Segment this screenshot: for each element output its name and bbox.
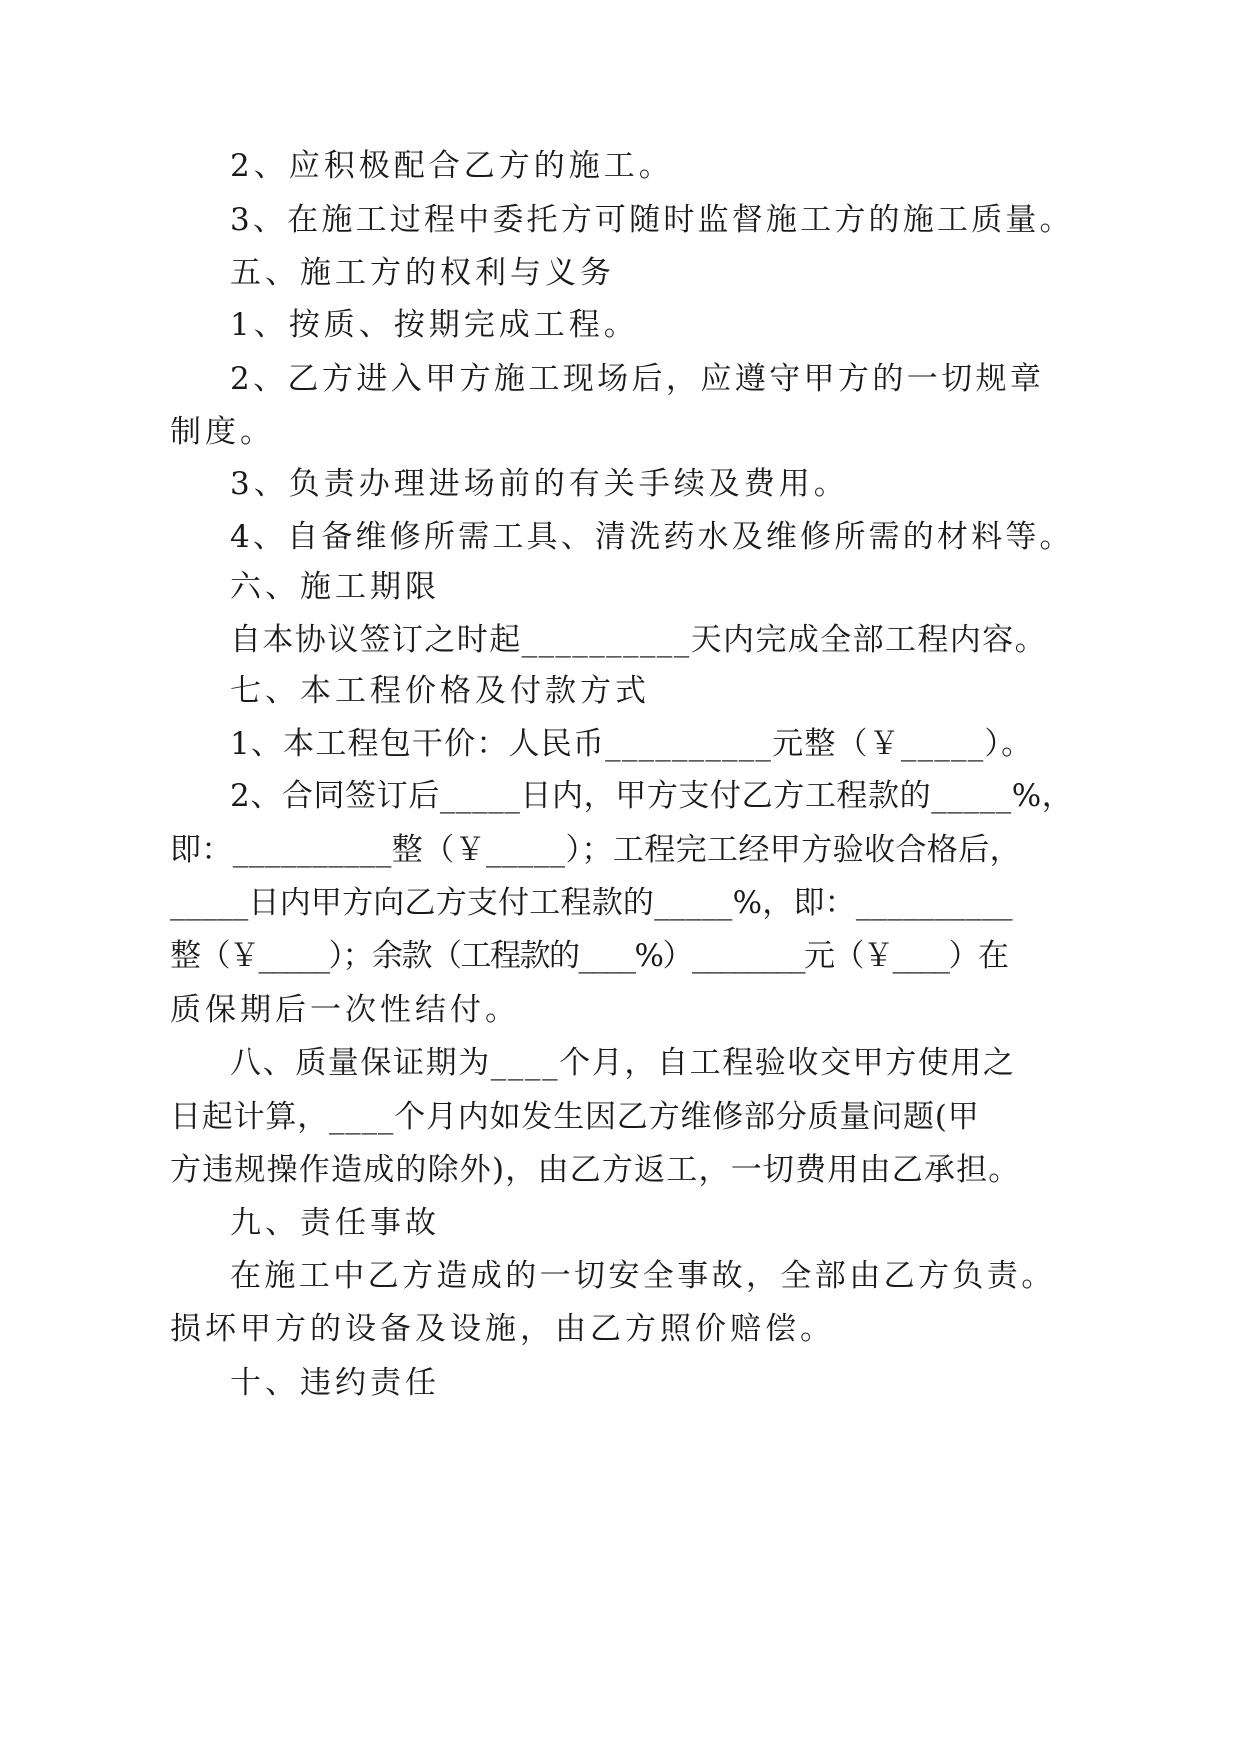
paragraph-line: 整（￥_____）；余款（工程款的____%）________元（￥____）在 xyxy=(170,938,1008,974)
paragraph-line: 日起计算，____个月内如发生因乙方维修部分质量问题(甲 xyxy=(170,1099,980,1135)
section-heading: 七、本工程价格及付款方式 xyxy=(230,673,650,709)
paragraph-line: 制度。 xyxy=(170,414,275,450)
paragraph-line: 在施工中乙方造成的一切安全事故，全部由乙方负责。 xyxy=(230,1258,1056,1294)
paragraph-line: 即：__________整（￥_____）；工程完工经甲方验收合格后， xyxy=(170,832,1021,868)
paragraph-line: 4、自备维修所需工具、清洗药水及维修所需的材料等。 xyxy=(230,519,1074,555)
section-heading: 八、质量保证期为____个月，自工程验收交甲方使用之 xyxy=(230,1045,1016,1081)
paragraph-line: _____日内甲方向乙方支付工程款的_____%，即：__________ xyxy=(170,885,1013,921)
paragraph-line: 自本协议签订之时起__________天内完成全部工程内容。 xyxy=(230,622,1047,658)
paragraph-line: 3、在施工过程中委托方可随时监督施工方的施工质量。 xyxy=(230,202,1074,238)
section-heading: 九、责任事故 xyxy=(230,1205,440,1241)
paragraph-line: 2、应积极配合乙方的施工。 xyxy=(230,148,674,184)
paragraph-line: 1、按质、按期完成工程。 xyxy=(230,307,639,343)
section-heading: 十、违约责任 xyxy=(230,1365,440,1401)
paragraph-line: 2、乙方进入甲方施工现场后，应遵守甲方的一切规章 xyxy=(230,361,1045,397)
section-heading: 六、施工期限 xyxy=(230,569,440,605)
paragraph-line: 方违规操作造成的除外)，由乙方返工，一切费用由乙承担。 xyxy=(170,1152,1021,1188)
paragraph-line: 3、负责办理进场前的有关手续及费用。 xyxy=(230,466,849,502)
paragraph-line: 质保期后一次性结付。 xyxy=(170,992,520,1028)
paragraph-line: 1、本工程包干价：人民币__________元整（￥_____）。 xyxy=(230,726,1034,762)
paragraph-line: 损坏甲方的设备及设施，由乙方照价赔偿。 xyxy=(170,1311,835,1347)
paragraph-line: 2、合同签订后_____日内，甲方支付乙方工程款的_____%， xyxy=(230,778,1074,814)
section-heading: 五、施工方的权利与义务 xyxy=(230,255,615,291)
